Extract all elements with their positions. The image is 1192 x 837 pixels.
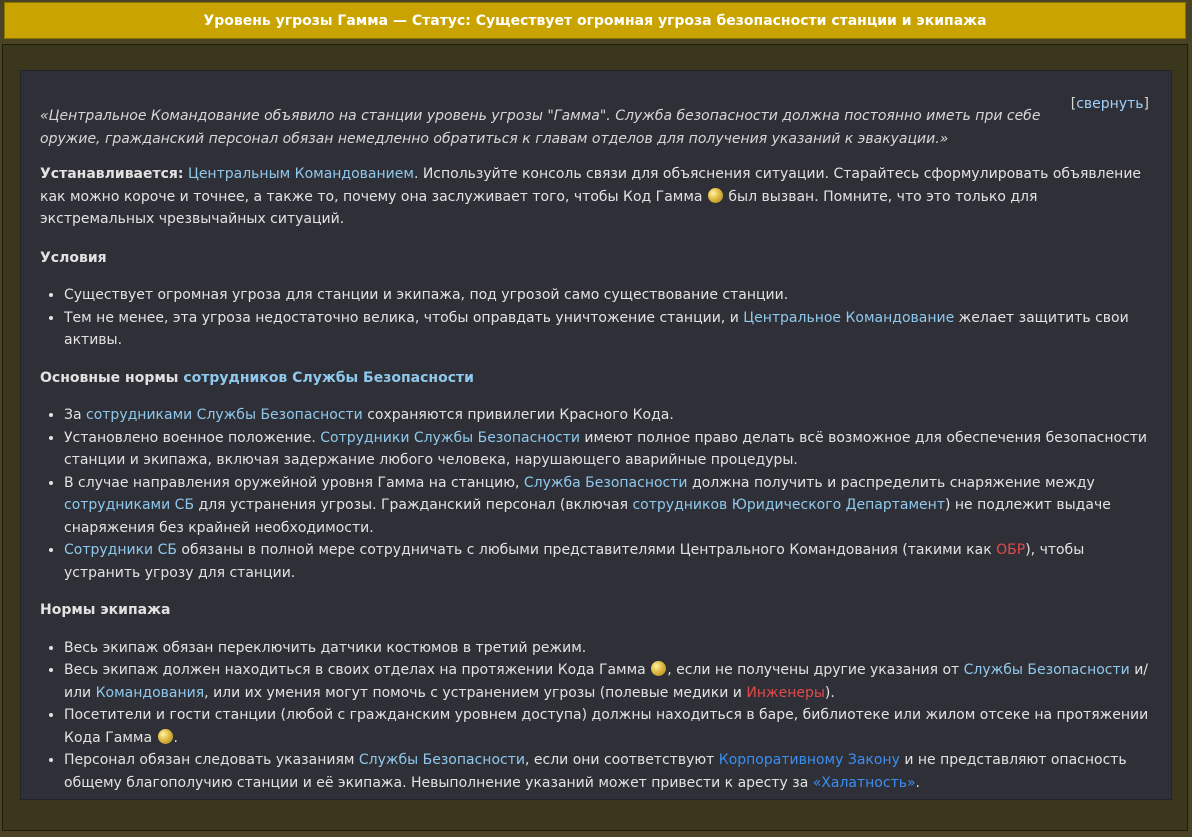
security-service-link[interactable]: Службы Безопасности [358,752,525,768]
security-heading: Основные нормы сотрудников Службы Безопасности [40,369,474,386]
conditions-list [40,284,1151,352]
list-item: • Весь экипаж должен находиться в своих отделах на протяжении Кода Гамма , если не получены другие указания от Службы Безопасности и/или Командования, или их умения могут помочь с устранением угрозы (полевые медики и Инженеры). [64,659,1151,704]
security-service-link[interactable]: Служба Безопасности [523,474,688,491]
gold-coin-icon [158,729,173,744]
list-item: • Персонал обязан следовать указаниям Службы Безопасности, если они соответствуют Корпоративному Закону и не представляют опасность общему благополучию станции и её экипажа. Невыполнение указаний может привести к аресту за «Халатность». [64,749,1151,794]
central-command-link[interactable]: Центральным Командованием [187,166,414,182]
corporate-law-link[interactable]: Корпоративному Закону [718,752,900,768]
crew-heading: Нормы экипажа [40,602,171,618]
security-staff-link[interactable]: сотрудников Службы Безопасности [183,369,474,386]
list-item: • Существует огромная угроза для станции и экипажа, под угрозой само существование станции. [64,284,1151,307]
gold-coin-icon [651,661,666,676]
ert-link[interactable]: ОБР [996,542,1026,558]
list-item: • В случае направления оружейной уровня Гамма на станцию, Служба Безопасности должна получить и распределить снаряжение между сотрудниками СБ для устранения угрозы. Гражданский персонал (включая сотрудников Юридического Департамент) не подлежит выдаче снаряжения без крайней необходимости. [64,472,1151,540]
gold-coin-icon [708,188,723,203]
banner-title: Уровень угрозы Гамма — Статус: Существует огромная угроза безопасности станции и экипажа [203,12,987,29]
crew-list [40,637,1151,795]
security-staff-link[interactable]: Сотрудники Службы Безопасности [320,429,580,446]
command-link[interactable]: Командования [95,684,205,701]
established-paragraph: Устанавливается: Центральным Командованием. Используйте консоль связи для объяснения ситуации. Старайтесь сформулировать объявление как можно короче и точнее, а также то, почему она заслуживает того, чтобы Код Гамма был вызван. Помните, что это только для экстремальных чрезвычайных ситуаций. [40,166,1142,227]
security-staff-link[interactable]: сотрудниками Службы Безопасности [86,407,363,423]
negligence-link[interactable]: «Халатность» [812,774,916,791]
list-item: • Посетители и гости станции (любой с гражданским уровнем доступа) должны находиться в баре, библиотеке или жилом отсеке на протяжении Кода Гамма . [64,704,1151,749]
list-item: • Установлено военное положение. Сотрудники Службы Безопасности имеют полное право делать всё возможное для обеспечения безопасности станции и экипажа, включая задержание любого человека, нарушающего аварийные процедуры. [64,427,1151,472]
list-item: • За сотрудниками Службы Безопасности сохраняются привилегии Красного Кода. [64,404,1151,427]
threat-level-banner [4,2,1186,39]
security-service-link[interactable]: Службы Безопасности [963,662,1130,678]
security-officers-link[interactable]: сотрудниками СБ [64,497,195,513]
collapse-control: [свернуть] [1070,96,1149,112]
legal-department-link[interactable]: сотрудников Юридического Департамент [632,497,945,513]
established-label: Устанавливается: [40,166,184,182]
announcement-quote: «Центральное Командование объявило на станции уровень угрозы "Гамма". Служба безопасности должна постоянно иметь при себе оружие, гражданский персонал обязан немедленно обратиться к главам отделов для получения указаний к эвакуации.» [40,108,1041,147]
collapse-link[interactable]: свернуть [1076,96,1144,112]
conditions-heading: Условия [40,249,107,266]
security-list [40,404,1151,584]
list-item: • Сотрудники СБ обязаны в полной мере сотрудничать с любыми представителями Центрального Командования (такими как ОБР), чтобы устранить угрозу для станции. [64,539,1151,584]
list-item: • Весь экипаж обязан переключить датчики костюмов в третий режим. [64,637,1151,660]
list-item: • Тем не менее, эта угроза недостаточно велика, чтобы оправдать уничтожение станции, и Центральное Командование желает защитить свои активы. [64,307,1151,352]
info-panel [20,70,1172,800]
security-officers-link[interactable]: Сотрудники СБ [64,542,177,558]
central-command-link[interactable]: Центральное Командование [743,309,955,326]
engineers-link[interactable]: Инженеры [746,684,825,701]
